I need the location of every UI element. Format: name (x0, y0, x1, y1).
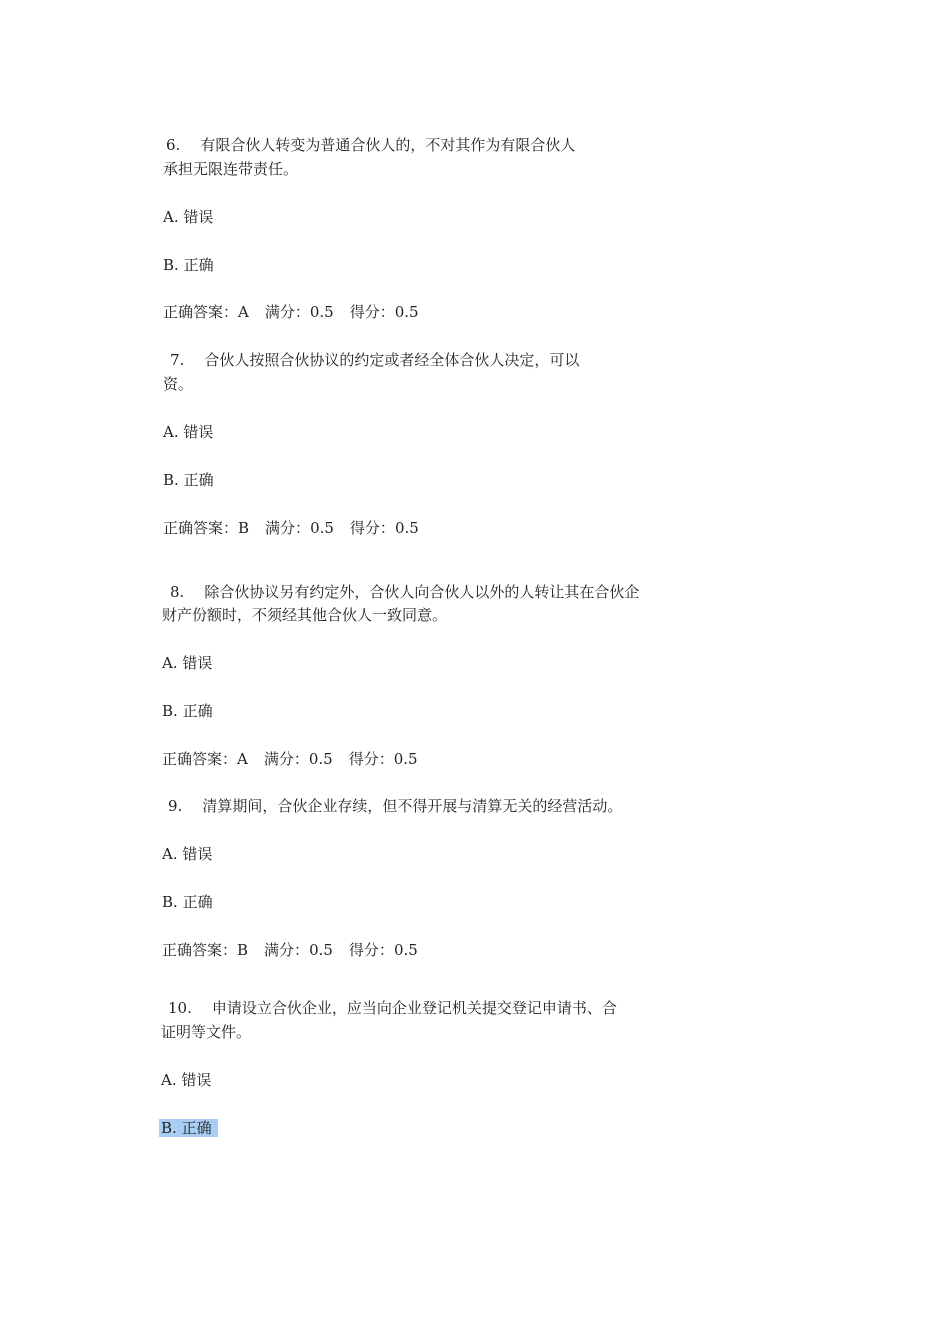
question-6-answer-line: 正确答案：A 满分：0.5 得分：0.5 (163, 303, 419, 321)
question-number: 10. (168, 999, 192, 1017)
question-number: 8. (170, 583, 185, 601)
question-8-answer-line: 正确答案：A 满分：0.5 得分：0.5 (162, 750, 418, 768)
question-7-option-a[interactable]: A. 错误 (163, 423, 214, 441)
question-7-stem-line2: 资。 (163, 375, 194, 393)
question-6-stem-line2: 承担无限连带责任。 (163, 160, 299, 178)
question-10-stem-line2: 证明等文件。 (161, 1023, 252, 1041)
question-7-stem-line1 (170, 350, 590, 370)
question-text: 有限合伙人转变为普通合伙人的，不对其作为有限合伙人 (200, 136, 576, 154)
question-10-option-a[interactable]: A. 错误 (161, 1071, 212, 1089)
question-8-stem-line1 (170, 582, 662, 602)
question-text: 申请设立合伙企业，应当向企业登记机关提交登记申请书、合 (211, 999, 617, 1017)
question-6-stem-line1 (166, 135, 590, 155)
question-number: 9. (168, 797, 183, 815)
question-6-option-a[interactable]: A. 错误 (163, 208, 214, 226)
question-8-option-a[interactable]: A. 错误 (162, 654, 213, 672)
question-9-stem-line1 (168, 796, 622, 816)
question-9-option-b[interactable]: B. 正确 (162, 893, 213, 911)
question-9-option-a[interactable]: A. 错误 (162, 845, 213, 863)
question-number: 7. (170, 351, 185, 369)
question-number: 6. (166, 136, 181, 154)
question-text: 除合伙协议另有约定外，合伙人向合伙人以外的人转让其在合伙企 (204, 583, 640, 601)
question-text: 清算期间，合伙企业存续，但不得开展与清算无关的经营活动。 (202, 797, 623, 815)
question-6-option-b[interactable]: B. 正确 (163, 256, 214, 274)
question-10-stem-line1 (168, 998, 638, 1018)
question-9-answer-line: 正确答案：B 满分：0.5 得分：0.5 (162, 941, 418, 959)
question-7-answer-line: 正确答案：B 满分：0.5 得分：0.5 (163, 519, 419, 537)
question-text: 合伙人按照合伙协议的约定或者经全体合伙人决定，可以 (204, 351, 580, 369)
selected-option-highlight: B. 正确 (159, 1119, 218, 1137)
question-7-option-b[interactable]: B. 正确 (163, 471, 214, 489)
question-8-option-b[interactable]: B. 正确 (162, 702, 213, 720)
question-8-stem-line2: 财产份额时，不须经其他合伙人一致同意。 (162, 606, 448, 624)
question-10-option-b[interactable] (159, 1118, 218, 1138)
